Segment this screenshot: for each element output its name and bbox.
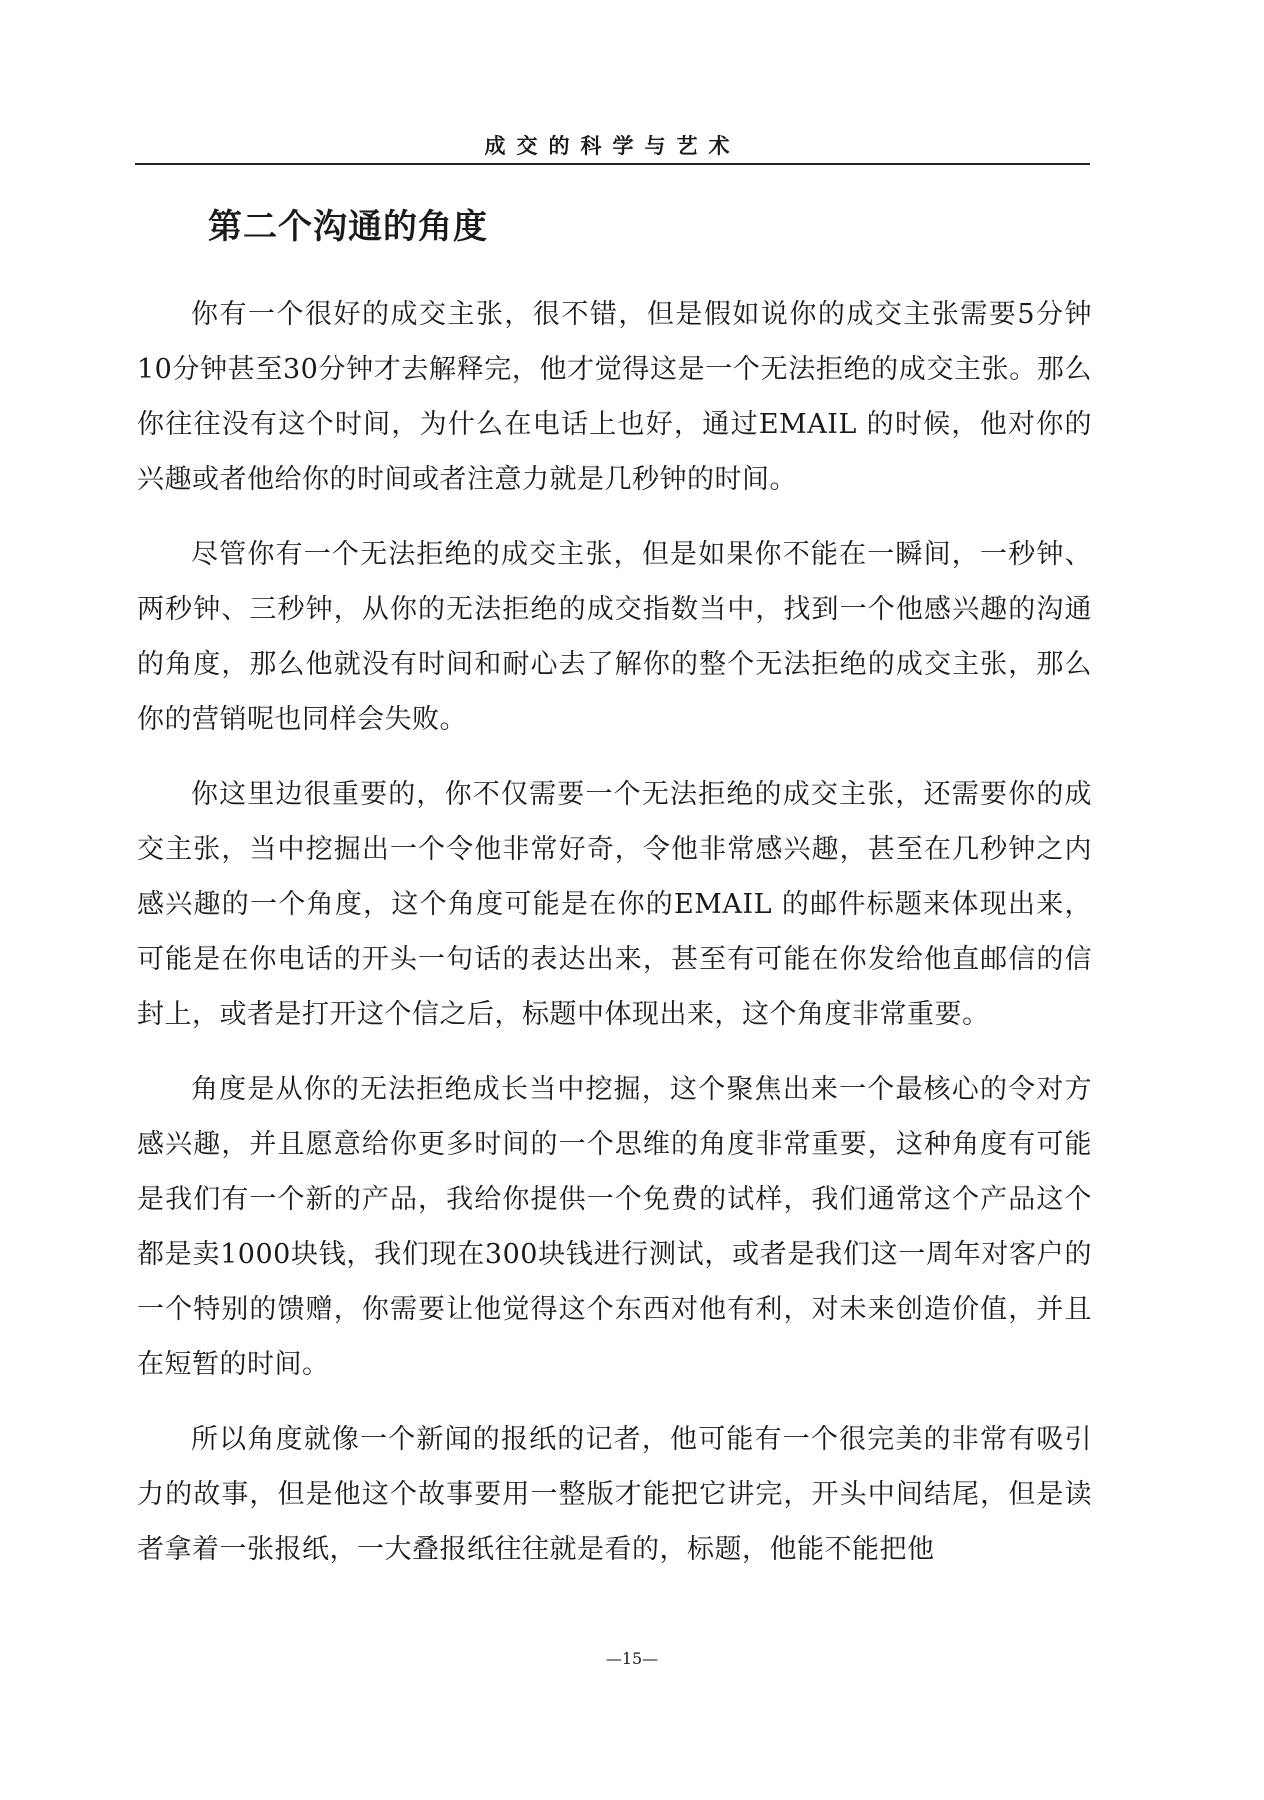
paragraph: 尽管你有一个无法拒绝的成交主张，但是如果你不能在一瞬间，一秒钟、两秒钟、三秒钟，从你的无法拒绝的成交指数当中，找到一个他感兴趣的沟通的角度，那么他就没有时间和耐心去了解你的整个无法拒绝的成交主张，那么你的营销呢也同样会失败。: [137, 539, 1092, 735]
paragraph: 角度是从你的无法拒绝成长当中挖掘，这个聚焦出来一个最核心的令对方感兴趣，并且愿意给你更多时间的一个思维的角度非常重要，这种角度有可能是我们有一个新的产品，我给你提供一个免费的试样，我们通常这个产品这个都是卖1000块钱，我们现在300块钱进行测试，或者是我们这一周年对客户的一个特别的馈赠，你需要让他觉得这个东西对他有利，对未来创造价值，并且在短暂的时间。: [137, 1074, 1092, 1380]
section-title: 第二个沟通的角度: [208, 207, 488, 247]
page-number: —15—: [605, 1649, 659, 1668]
body-text: [137, 287, 1092, 1597]
paragraph: 所以角度就像一个新闻的报纸的记者，他可能有一个很完美的非常有吸引力的故事，但是他这个故事要用一整版才能把它讲完，开头中间结尾，但是读者拿着一张报纸，一大叠报纸往往就是看的，标题，他能不能把他: [137, 1424, 1092, 1565]
paragraph: 你有一个很好的成交主张，很不错，但是假如说你的成交主张需要5分钟10分钟甚至30分钟才去解释完，他才觉得这是一个无法拒绝的成交主张。那么你往往没有这个时间，为什么在电话上也好，通过EMAIL 的时候，他对你的兴趣或者他给你的时间或者注意力就是几秒钟的时间。: [137, 299, 1092, 495]
paragraph: 你这里边很重要的，你不仅需要一个无法拒绝的成交主张，还需要你的成交主张，当中挖掘出一个令他非常好奇，令他非常感兴趣，甚至在几秒钟之内感兴趣的一个角度，这个角度可能是在你的EMAIL 的邮件标题来体现出来，可能是在你电话的开头一句话的表达出来，甚至有可能在你发给他直邮信的信封上，或者是打开这个信之后，标题中体现出来，这个角度非常重要。: [137, 779, 1092, 1030]
running-header: 成交的科学与艺术: [484, 134, 741, 158]
header-rule: [135, 163, 1090, 165]
